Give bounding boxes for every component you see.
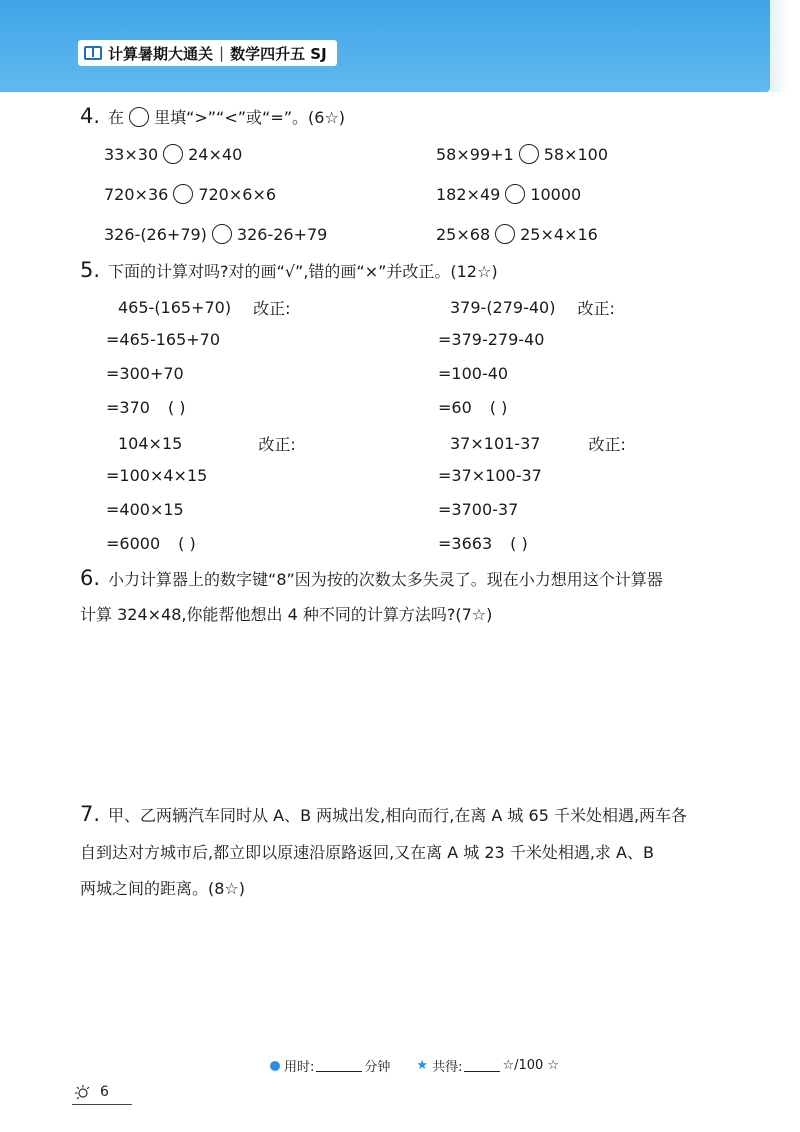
q5-block4-line0 (450, 432, 626, 455)
expr: =37×100-37 (438, 466, 542, 485)
header-title: 计算暑期大通关 (108, 44, 214, 63)
expr: =300+70 (106, 364, 184, 383)
expr: =6000 (106, 534, 161, 553)
q6-line2 (80, 602, 492, 625)
q6-text: 计算 324×48,你能帮他想出 4 种不同的计算方法吗?(7☆) (80, 605, 493, 624)
q4-prompt-rest: 里填“>”“<”或“=”。(6☆) (154, 108, 346, 127)
q4-row3-right (436, 224, 598, 244)
q5-block1-line1 (106, 330, 220, 349)
q5-block3-line0 (118, 432, 296, 455)
compare-circle[interactable] (505, 184, 525, 204)
expr: 37×101-37 (450, 434, 541, 453)
correction-label: 改正: (577, 299, 615, 318)
q5-block3-line2 (106, 500, 184, 519)
expr: 465-(165+70) (118, 298, 232, 317)
q5-prompt: 下面的计算对吗?对的画“√”,错的画“×”并改正。(12☆) (108, 262, 498, 281)
q5-block2-line0 (450, 296, 615, 319)
star-icon: ★ (416, 1058, 429, 1073)
q7-line1 (80, 802, 687, 826)
expr: =400×15 (106, 500, 184, 519)
time-unit: 分钟 (364, 1060, 391, 1075)
q5-block4-line1 (438, 466, 542, 485)
answer-paren[interactable]: ( ) (510, 534, 528, 553)
book-icon (84, 46, 102, 60)
q5-block2-line1 (438, 330, 544, 349)
q7-number: 7. (80, 802, 101, 826)
q7-text: 甲、乙两辆汽车同时从 A、B 两城出发,相向而行,在离 A 城 65 千米处相遇,两车各 (108, 806, 688, 825)
q5-block4-line3 (438, 534, 528, 553)
q4-title (80, 104, 345, 128)
q4-row2-left (104, 184, 276, 204)
q4-row1-left (104, 144, 242, 164)
q4-row1-right (436, 144, 608, 164)
q4-row3-left (104, 224, 327, 244)
q4-prompt: 在 (108, 108, 125, 127)
q5-block3-line3 (106, 534, 196, 553)
header-separator: | (219, 44, 225, 62)
expr: 25×68 (436, 224, 491, 244)
q5-block4-line2 (438, 500, 518, 519)
clock-icon (270, 1061, 280, 1071)
circle-icon (129, 107, 149, 127)
score-label: 共得: (432, 1060, 463, 1075)
compare-circle[interactable] (519, 144, 539, 164)
q5-block1-line0 (118, 296, 291, 319)
header-tab (78, 40, 337, 66)
correction-label: 改正: (588, 435, 626, 454)
q7-text: 自到达对方城市后,都立即以原速沿原路返回,又在离 A 城 23 千米处相遇,求 A、B (80, 843, 654, 862)
header-edge (770, 0, 800, 92)
answer-paren[interactable]: ( ) (178, 534, 196, 553)
expr: 58×100 (543, 144, 609, 164)
footer (270, 1056, 559, 1075)
q6-line1 (80, 566, 663, 590)
expr: =3700-37 (438, 500, 519, 519)
expr: 25×4×16 (520, 224, 598, 244)
q6-number: 6. (80, 566, 101, 590)
score-blank[interactable] (464, 1059, 500, 1072)
expr: 10000 (530, 184, 582, 204)
compare-circle[interactable] (495, 224, 515, 244)
q4-number: 4. (80, 104, 101, 128)
q7-line3 (80, 876, 245, 899)
expr: 379-(279-40) (450, 298, 556, 317)
correction-label: 改正: (253, 299, 291, 318)
expr: =379-279-40 (438, 330, 545, 349)
expr: 720×6×6 (198, 184, 277, 204)
page-rule (72, 1104, 132, 1105)
expr: =465-165+70 (106, 330, 221, 349)
expr: 104×15 (118, 434, 183, 453)
expr: =3663 (438, 534, 493, 553)
q7-text: 两城之间的距离。(8☆) (80, 879, 246, 898)
q5-block2-line3 (438, 398, 507, 417)
expr: 720×36 (104, 184, 169, 204)
q5-block2-line2 (438, 364, 508, 383)
expr: =370 (106, 398, 150, 417)
compare-circle[interactable] (173, 184, 193, 204)
sun-icon (72, 1084, 94, 1100)
q5-block3-line1 (106, 466, 207, 485)
expr: =60 (438, 398, 472, 417)
header-subtitle: 数学四升五 SJ (230, 44, 327, 63)
q5-block1-line2 (106, 364, 184, 383)
q5-block1-line3 (106, 398, 186, 417)
q4-row2-right (436, 184, 581, 204)
time-blank[interactable] (316, 1059, 362, 1072)
compare-circle[interactable] (163, 144, 183, 164)
expr: 58×99+1 (436, 144, 514, 164)
q7-line2 (80, 840, 654, 863)
expr: 33×30 (104, 144, 159, 164)
page-number-area (72, 1084, 109, 1100)
q5-number: 5. (80, 258, 101, 282)
q6-text: 小力计算器上的数字键“8”因为按的次数太多失灵了。现在小力想用这个计算器 (108, 570, 663, 589)
score-unit: ☆/100 ☆ (502, 1058, 560, 1073)
expr: 326-26+79 (236, 224, 328, 244)
time-label: 用时: (284, 1060, 315, 1075)
compare-circle[interactable] (212, 224, 232, 244)
expr: =100-40 (438, 364, 509, 383)
expr: 326-(26+79) (104, 224, 207, 244)
page-number: 6 (100, 1084, 109, 1100)
expr: 24×40 (188, 144, 243, 164)
answer-paren[interactable]: ( ) (489, 398, 508, 417)
expr: 182×49 (436, 184, 501, 204)
correction-label: 改正: (258, 435, 296, 454)
expr: =100×4×15 (106, 466, 208, 485)
q5-title (80, 258, 498, 282)
answer-paren[interactable]: ( ) (167, 398, 186, 417)
